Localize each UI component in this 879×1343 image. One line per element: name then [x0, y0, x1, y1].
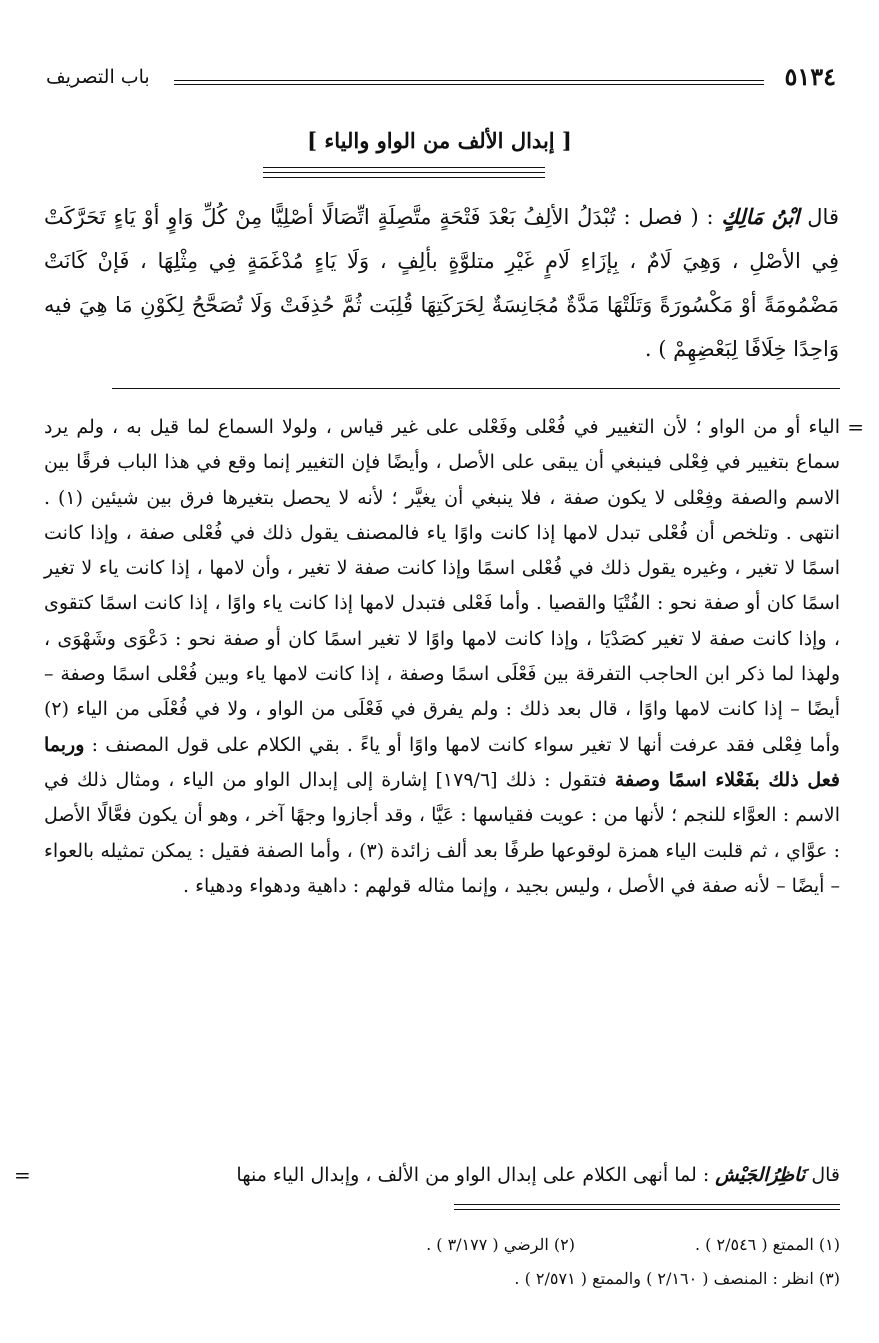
closing-continuation-mark: = — [14, 1163, 31, 1187]
commentary-part2: فتقول : ذلك [١٧٩/٦] إشارة إلى إبدال الواو من الياء ، ومثال ذلك في الاسم : العوَّاء للنجم ؛ لأنها من : عويت فقياسها : عَيَّا ، وقد أجازوا وجهًا آخر ، وهو أن يكون فعَّالًا الأصل : عوَّاي ، ثم قلبت الياء همزة لوقوعها طرفًا بعد ألف زائدة (٣) ، وأما الصفة فقيل : يمكن تمثيله بالعواء – أيضًا – لأنه صفة في الأصل ، وليس بجيد ، وإنما مثاله قولهم : داهية ودهواء ودهياء . — [44, 768, 840, 897]
header-rule — [174, 80, 764, 81]
commentary-paragraph — [44, 410, 864, 904]
footnote-2: (٢) الرضي ( ٣/١٧٧ ) . — [426, 1235, 575, 1254]
footnote-1: (١) الممتع ( ٢/٥٤٦ ) . — [694, 1235, 840, 1254]
commentary-part1: الياء أو من الواو ؛ لأن التغيير في فُعْلى وفَعْلى على غير قياس ، ولولا السماع لما قيل به ، ولم يرد سماع بتغيير في فِعْلى فينبغي أن يبقى على الأصل ، وأيضًا فإن التغيير إنما وقع في هذا الباب فرقًا بين الاسم والصفة وفِعْلى لا يكون صفة ، فلا ينبغي أن يغيَّر ؛ لأنه لا يحصل بتغيرها فرق بين شيئين (١) . انتهى . وتلخص أن فُعْلى تبدل لامها إذا كانت واوًا ياء فالمصنف يقول ذلك في فُعْلى صفة ، وإذا كانت اسمًا لا تغير ، وغيره يقول ذلك في فُعْلى اسمًا وإذا كانت صفة لا تغير ، وأن لامها ، إذا كانت ياء لا تغير اسمًا كان أو صفة نحو : الفُتْيَا والقصيا . وأما فَعْلى فتبدل لامها إذا كانت ياء واوًا ، إذا كانت اسمًا كتقوى ، وإذا كانت صفة لا تغير كصَدْيَا ، وإذا كانت لامها واوًا لا تغير اسمًا كان أو صفة نحو : دَعْوَى وشَهْوَى ، ولهذا لما ذكر ابن الحاجب التفرقة بين فَعْلَى اسمًا وصفة ، إذا كانت لامها ياء وبين فُعْلى اسمًا وصفة – أيضًا – إذا كانت لامها واوًا ، قال بعد ذلك : ولم يفرق في فَعْلَى من الواو ، ولا في فُعْلَى من الياء (٢) وأما فِعْلى فقد عرفت أنها لا تغير سواء كانت لامها واوًا أو ياءً . بقي الكلام على قول المصنف : — [44, 416, 840, 756]
title-underline — [263, 167, 545, 183]
closing-line — [14, 1158, 840, 1193]
main-intro: قال — [807, 205, 839, 229]
closing-text: : لما أنهى الكلام على إبدال الواو من الألف ، وإبدال الياء منها — [236, 1164, 710, 1186]
continuation-mark: = — [847, 415, 864, 439]
footnote-rule — [454, 1204, 840, 1214]
text-divider — [112, 388, 840, 389]
commentary-bold: وربما فعل ذلك بفَعْلاء اسمًا وصفة — [44, 733, 841, 791]
main-text: : ( فصل : تُبْدَلُ الألِفُ بَعْدَ فَتْحَةٍ متَّصِلَةٍ اتِّصَالًا أصْلِيًّا مِنْ كُلِّ وَاوٍ أوْ يَاءٍ تَحَرَّكَتْ فِي الأصْلِ ، وَهِيَ لَامٌ ، بِإزَاءِ لَامٍ غَيْرِ متلوَّةٍ بألِفٍ ، وَلَا يَاءٍ مُدْغَمَةٍ فِي مِثْلِهَا ، فَإنْ كَانَتْ مَضْمُومَةً أوْ مَكْسُورَةً وَتَلَتْهَا مَدَّةٌ مُجَانِسَةٌ لِحَرَكَتِهَا قُلِبَت ثُمَّ حُذِفَتْ وَلَا تُصَحَّحُ لِكَوْنِ مَا هِيَ فيه وَاحِدًا خِلَافًا لِبَعْضِهِمْ ) . — [44, 205, 839, 361]
footnotes — [120, 1228, 840, 1296]
closing-intro: قال — [811, 1164, 840, 1186]
footnote-3: (٣) انظر : المنصف ( ٢/١٦٠ ) والممتع ( ٢/٥٧١ ) . — [514, 1269, 840, 1288]
main-speaker: ابْنُ مَالِكٍ — [721, 204, 800, 229]
page-header — [46, 62, 836, 102]
section-title: [ إبدال الألف من الواو والياء ] — [307, 128, 572, 153]
footnote-line — [120, 1262, 840, 1296]
closing-speaker: نَاظِرُالجَيْش — [715, 1164, 806, 1186]
footnote-line — [120, 1228, 840, 1262]
chapter-title: باب التصريف — [46, 66, 150, 88]
page-number: ٥١٣٤ — [784, 62, 836, 91]
main-paragraph — [44, 195, 839, 371]
